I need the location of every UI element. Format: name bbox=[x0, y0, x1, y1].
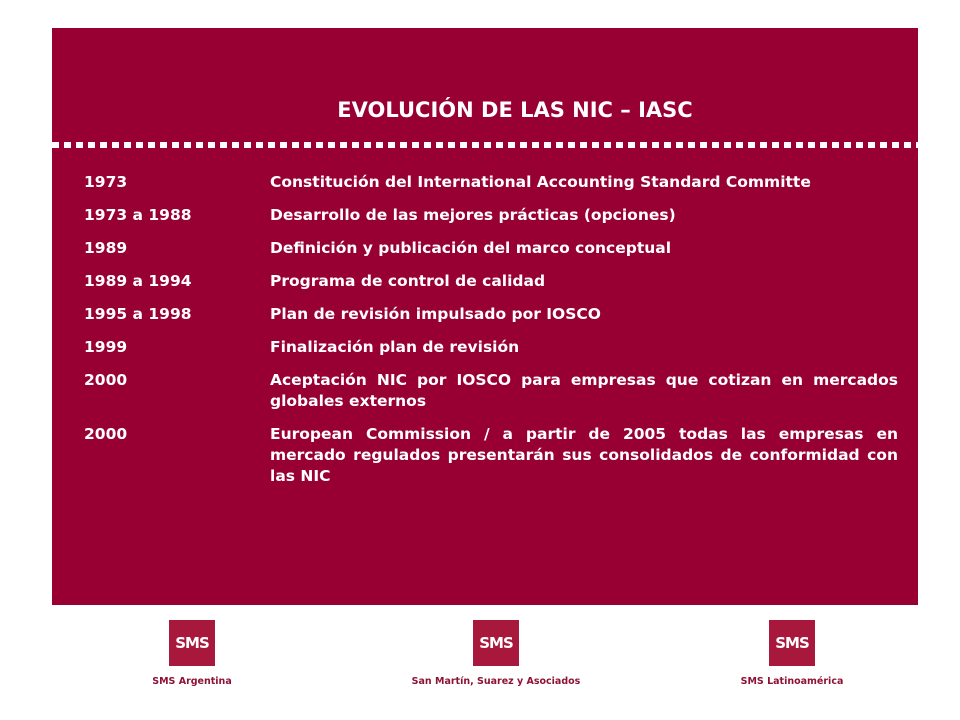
timeline-row bbox=[84, 238, 898, 259]
timeline-year: 1973 a 1988 bbox=[84, 206, 192, 224]
timeline-list bbox=[84, 172, 898, 499]
timeline-description: Definición y publicación del marco conceptual bbox=[270, 239, 672, 257]
timeline-row bbox=[84, 271, 898, 292]
timeline-year: 1973 bbox=[84, 173, 128, 191]
sms-logo-mark: SMS bbox=[473, 620, 519, 666]
timeline-description: Plan de revisión impulsado por IOSCO bbox=[270, 305, 601, 323]
logo-sms-argentina bbox=[92, 612, 292, 687]
logo-caption: San Martín, Suarez y Asociados bbox=[411, 676, 581, 687]
timeline-year: 1999 bbox=[84, 338, 128, 356]
timeline-year: 1995 a 1998 bbox=[84, 305, 192, 323]
logo-caption: SMS Latinoamérica bbox=[740, 676, 844, 687]
timeline-year: 2000 bbox=[84, 425, 128, 443]
timeline-description: Constitución del International Accounting Standard Committe bbox=[270, 173, 811, 191]
timeline-year: 1989 bbox=[84, 239, 128, 257]
timeline-description: Finalización plan de revisión bbox=[270, 338, 520, 356]
timeline-row bbox=[84, 304, 898, 325]
sms-logo-mark: SMS bbox=[769, 620, 815, 666]
timeline-year: 2000 bbox=[84, 371, 128, 389]
logo-sms-san-martin bbox=[396, 612, 596, 687]
logo-caption: SMS Argentina bbox=[152, 676, 232, 687]
dotted-divider bbox=[52, 142, 918, 148]
timeline-row bbox=[84, 205, 898, 226]
timeline-row bbox=[84, 424, 898, 487]
timeline-description: European Commission / a partir de 2005 todas las empresas en mercado regulados presentarán sus consolidados de conformidad con las NIC bbox=[270, 425, 898, 485]
slide-panel bbox=[52, 28, 918, 605]
footer-logos bbox=[0, 612, 960, 692]
timeline-year: 1989 a 1994 bbox=[84, 272, 192, 290]
timeline-row bbox=[84, 172, 898, 193]
timeline-description: Aceptación NIC por IOSCO para empresas que cotizan en mercados globales externos bbox=[270, 371, 898, 410]
timeline-description: Programa de control de calidad bbox=[270, 272, 546, 290]
timeline-row bbox=[84, 370, 898, 412]
logo-sms-latinoamerica bbox=[692, 612, 892, 687]
sms-logo-mark: SMS bbox=[169, 620, 215, 666]
slide-title: EVOLUCIÓN DE LAS NIC – IASC bbox=[337, 98, 693, 122]
timeline-row bbox=[84, 337, 898, 358]
timeline-description: Desarrollo de las mejores prácticas (opciones) bbox=[270, 206, 676, 224]
